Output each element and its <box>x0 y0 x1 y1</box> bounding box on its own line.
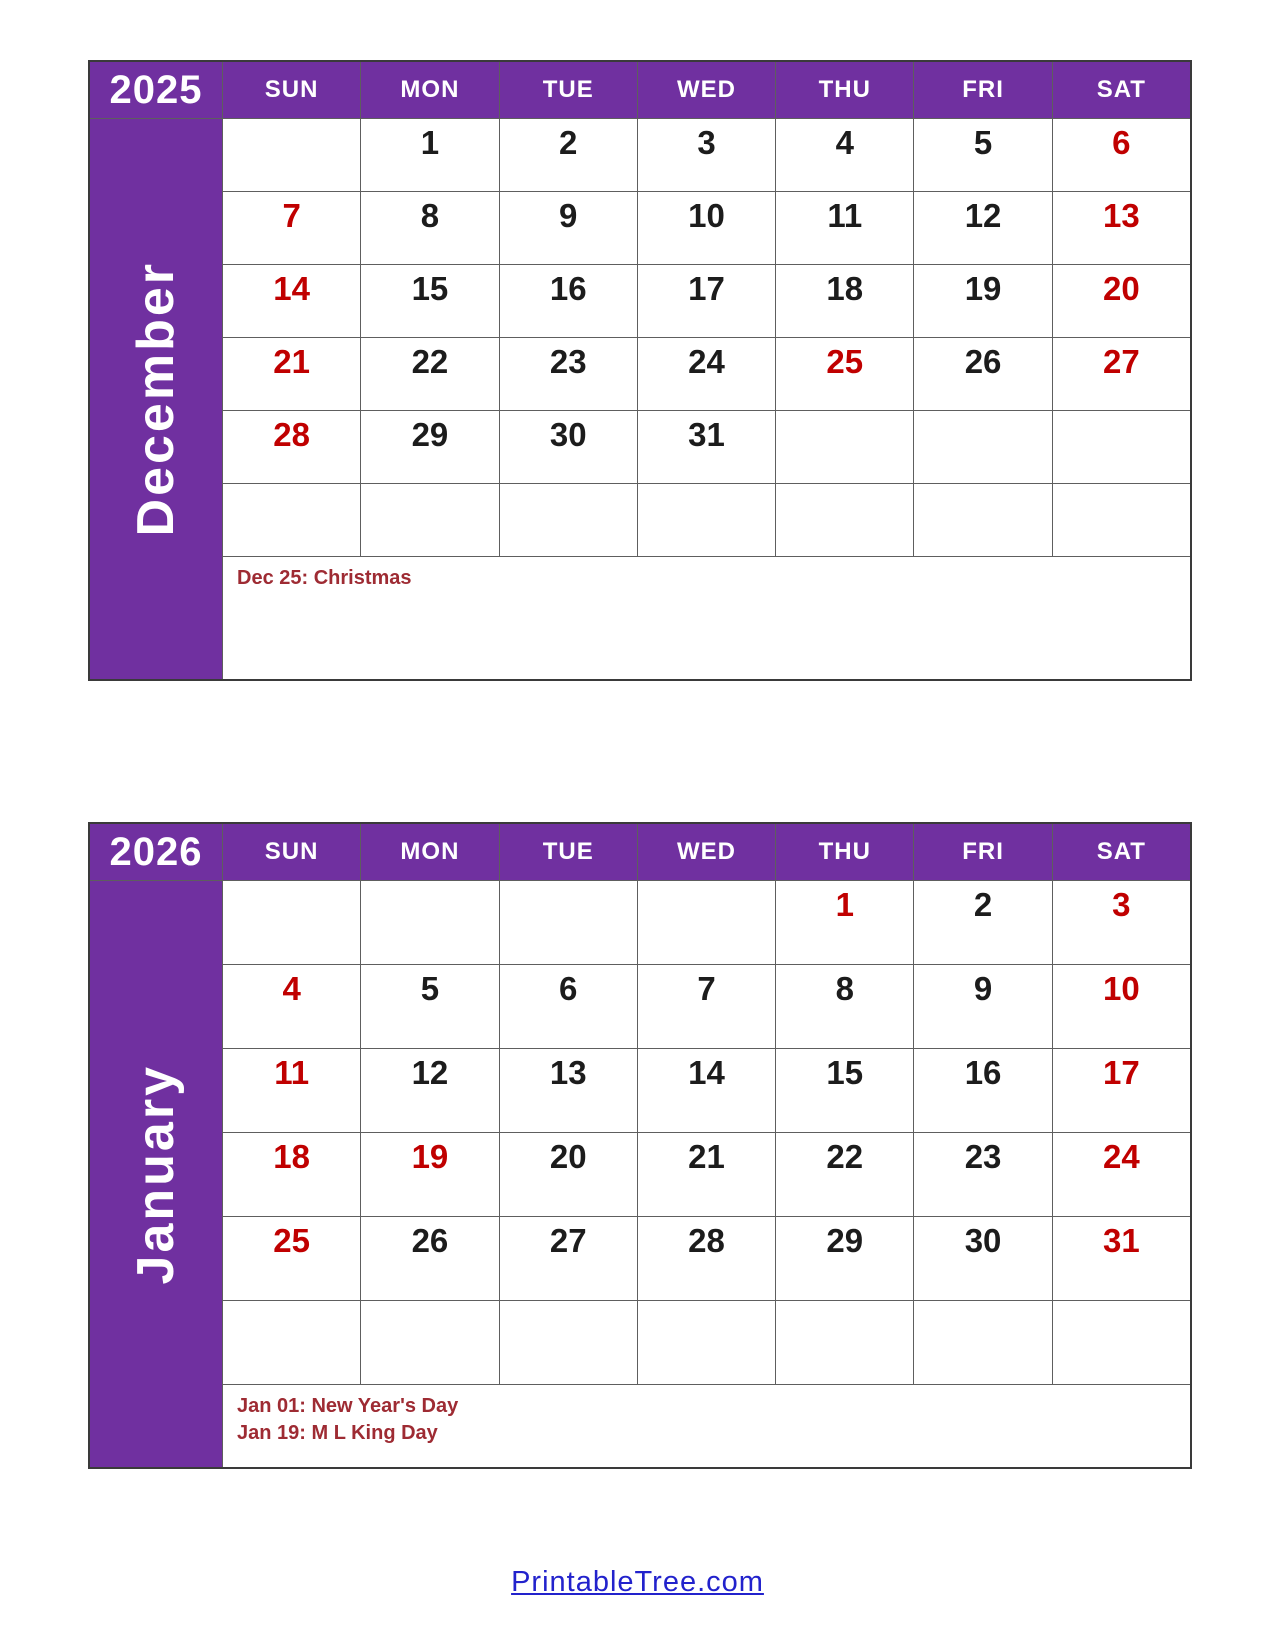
month-label: December <box>127 261 185 537</box>
date-dec-3: 3 <box>638 119 775 191</box>
date-jan-24: 24 <box>1053 1133 1190 1216</box>
date-jan-20: 20 <box>500 1133 637 1216</box>
day-header-thu: THU <box>776 824 913 880</box>
date-jan-4: 4 <box>223 965 360 1048</box>
day-header-sun: SUN <box>223 62 360 118</box>
date-dec-25: 25 <box>776 338 913 410</box>
date-dec-1: 1 <box>361 119 498 191</box>
date-jan-9: 9 <box>914 965 1051 1048</box>
date-dec-11: 11 <box>776 192 913 264</box>
date-dec-10: 10 <box>638 192 775 264</box>
month-label: January <box>127 1063 185 1285</box>
date-jan-12: 12 <box>361 1049 498 1132</box>
date-dec-31: 31 <box>638 411 775 483</box>
date-cell-empty <box>500 484 637 556</box>
footer <box>0 1566 1275 1599</box>
date-jan-18: 18 <box>223 1133 360 1216</box>
date-dec-12: 12 <box>914 192 1051 264</box>
calendar-grid <box>88 822 1192 1469</box>
date-jan-7: 7 <box>638 965 775 1048</box>
month-sidebar <box>90 881 222 1467</box>
day-header-tue: TUE <box>500 62 637 118</box>
calendar-december-2025 <box>88 60 1192 681</box>
date-dec-22: 22 <box>361 338 498 410</box>
date-cell-empty <box>776 484 913 556</box>
date-dec-24: 24 <box>638 338 775 410</box>
date-cell-empty <box>914 411 1051 483</box>
date-jan-21: 21 <box>638 1133 775 1216</box>
date-jan-2: 2 <box>914 881 1051 964</box>
date-dec-13: 13 <box>1053 192 1190 264</box>
date-dec-14: 14 <box>223 265 360 337</box>
date-jan-8: 8 <box>776 965 913 1048</box>
date-dec-4: 4 <box>776 119 913 191</box>
year-label: 2025 <box>90 62 222 118</box>
date-jan-11: 11 <box>223 1049 360 1132</box>
date-jan-5: 5 <box>361 965 498 1048</box>
date-cell-empty <box>223 1301 360 1384</box>
day-header-wed: WED <box>638 824 775 880</box>
year-label: 2026 <box>90 824 222 880</box>
date-dec-7: 7 <box>223 192 360 264</box>
date-jan-15: 15 <box>776 1049 913 1132</box>
date-jan-16: 16 <box>914 1049 1051 1132</box>
date-cell-empty <box>223 881 360 964</box>
date-cell-empty <box>361 1301 498 1384</box>
date-dec-20: 20 <box>1053 265 1190 337</box>
day-header-mon: MON <box>361 824 498 880</box>
date-dec-29: 29 <box>361 411 498 483</box>
date-cell-empty <box>776 1301 913 1384</box>
day-header-sat: SAT <box>1053 62 1190 118</box>
calendar-grid <box>88 60 1192 681</box>
date-jan-31: 31 <box>1053 1217 1190 1300</box>
date-jan-25: 25 <box>223 1217 360 1300</box>
date-dec-2: 2 <box>500 119 637 191</box>
day-header-fri: FRI <box>914 62 1051 118</box>
date-dec-9: 9 <box>500 192 637 264</box>
day-header-fri: FRI <box>914 824 1051 880</box>
date-dec-5: 5 <box>914 119 1051 191</box>
date-jan-22: 22 <box>776 1133 913 1216</box>
date-dec-30: 30 <box>500 411 637 483</box>
date-jan-28: 28 <box>638 1217 775 1300</box>
holiday-note: Jan 01: New Year's Day <box>237 1395 459 1417</box>
date-dec-18: 18 <box>776 265 913 337</box>
date-cell-empty <box>1053 1301 1190 1384</box>
date-jan-10: 10 <box>1053 965 1190 1048</box>
date-cell-empty <box>1053 411 1190 483</box>
date-cell-empty <box>1053 484 1190 556</box>
date-cell-empty <box>776 411 913 483</box>
date-jan-13: 13 <box>500 1049 637 1132</box>
day-header-sat: SAT <box>1053 824 1190 880</box>
date-cell-empty <box>638 1301 775 1384</box>
date-dec-27: 27 <box>1053 338 1190 410</box>
date-cell-empty <box>914 484 1051 556</box>
date-dec-6: 6 <box>1053 119 1190 191</box>
month-sidebar <box>90 119 222 679</box>
holiday-note: Jan 19: M L King Day <box>237 1422 438 1444</box>
date-dec-21: 21 <box>223 338 360 410</box>
date-cell-empty <box>500 881 637 964</box>
date-jan-17: 17 <box>1053 1049 1190 1132</box>
day-header-thu: THU <box>776 62 913 118</box>
holiday-notes <box>223 557 1190 679</box>
date-dec-28: 28 <box>223 411 360 483</box>
date-cell-empty <box>500 1301 637 1384</box>
date-jan-1: 1 <box>776 881 913 964</box>
date-dec-15: 15 <box>361 265 498 337</box>
date-jan-6: 6 <box>500 965 637 1048</box>
day-header-sun: SUN <box>223 824 360 880</box>
calendar-january-2026 <box>88 822 1192 1469</box>
date-cell-empty <box>223 484 360 556</box>
date-cell-empty <box>638 881 775 964</box>
date-dec-26: 26 <box>914 338 1051 410</box>
date-cell-empty <box>914 1301 1051 1384</box>
day-header-tue: TUE <box>500 824 637 880</box>
date-jan-27: 27 <box>500 1217 637 1300</box>
date-cell-empty <box>638 484 775 556</box>
date-dec-23: 23 <box>500 338 637 410</box>
date-cell-empty <box>361 881 498 964</box>
date-dec-8: 8 <box>361 192 498 264</box>
date-jan-14: 14 <box>638 1049 775 1132</box>
footer-link[interactable]: PrintableTree.com <box>511 1566 764 1598</box>
date-jan-3: 3 <box>1053 881 1190 964</box>
holiday-notes <box>223 1385 1190 1467</box>
date-jan-23: 23 <box>914 1133 1051 1216</box>
date-cell-empty <box>361 484 498 556</box>
date-dec-19: 19 <box>914 265 1051 337</box>
holiday-note: Dec 25: Christmas <box>237 567 412 589</box>
date-jan-19: 19 <box>361 1133 498 1216</box>
date-dec-17: 17 <box>638 265 775 337</box>
day-header-wed: WED <box>638 62 775 118</box>
date-jan-29: 29 <box>776 1217 913 1300</box>
day-header-mon: MON <box>361 62 498 118</box>
date-jan-30: 30 <box>914 1217 1051 1300</box>
date-cell-empty <box>223 119 360 191</box>
date-jan-26: 26 <box>361 1217 498 1300</box>
date-dec-16: 16 <box>500 265 637 337</box>
